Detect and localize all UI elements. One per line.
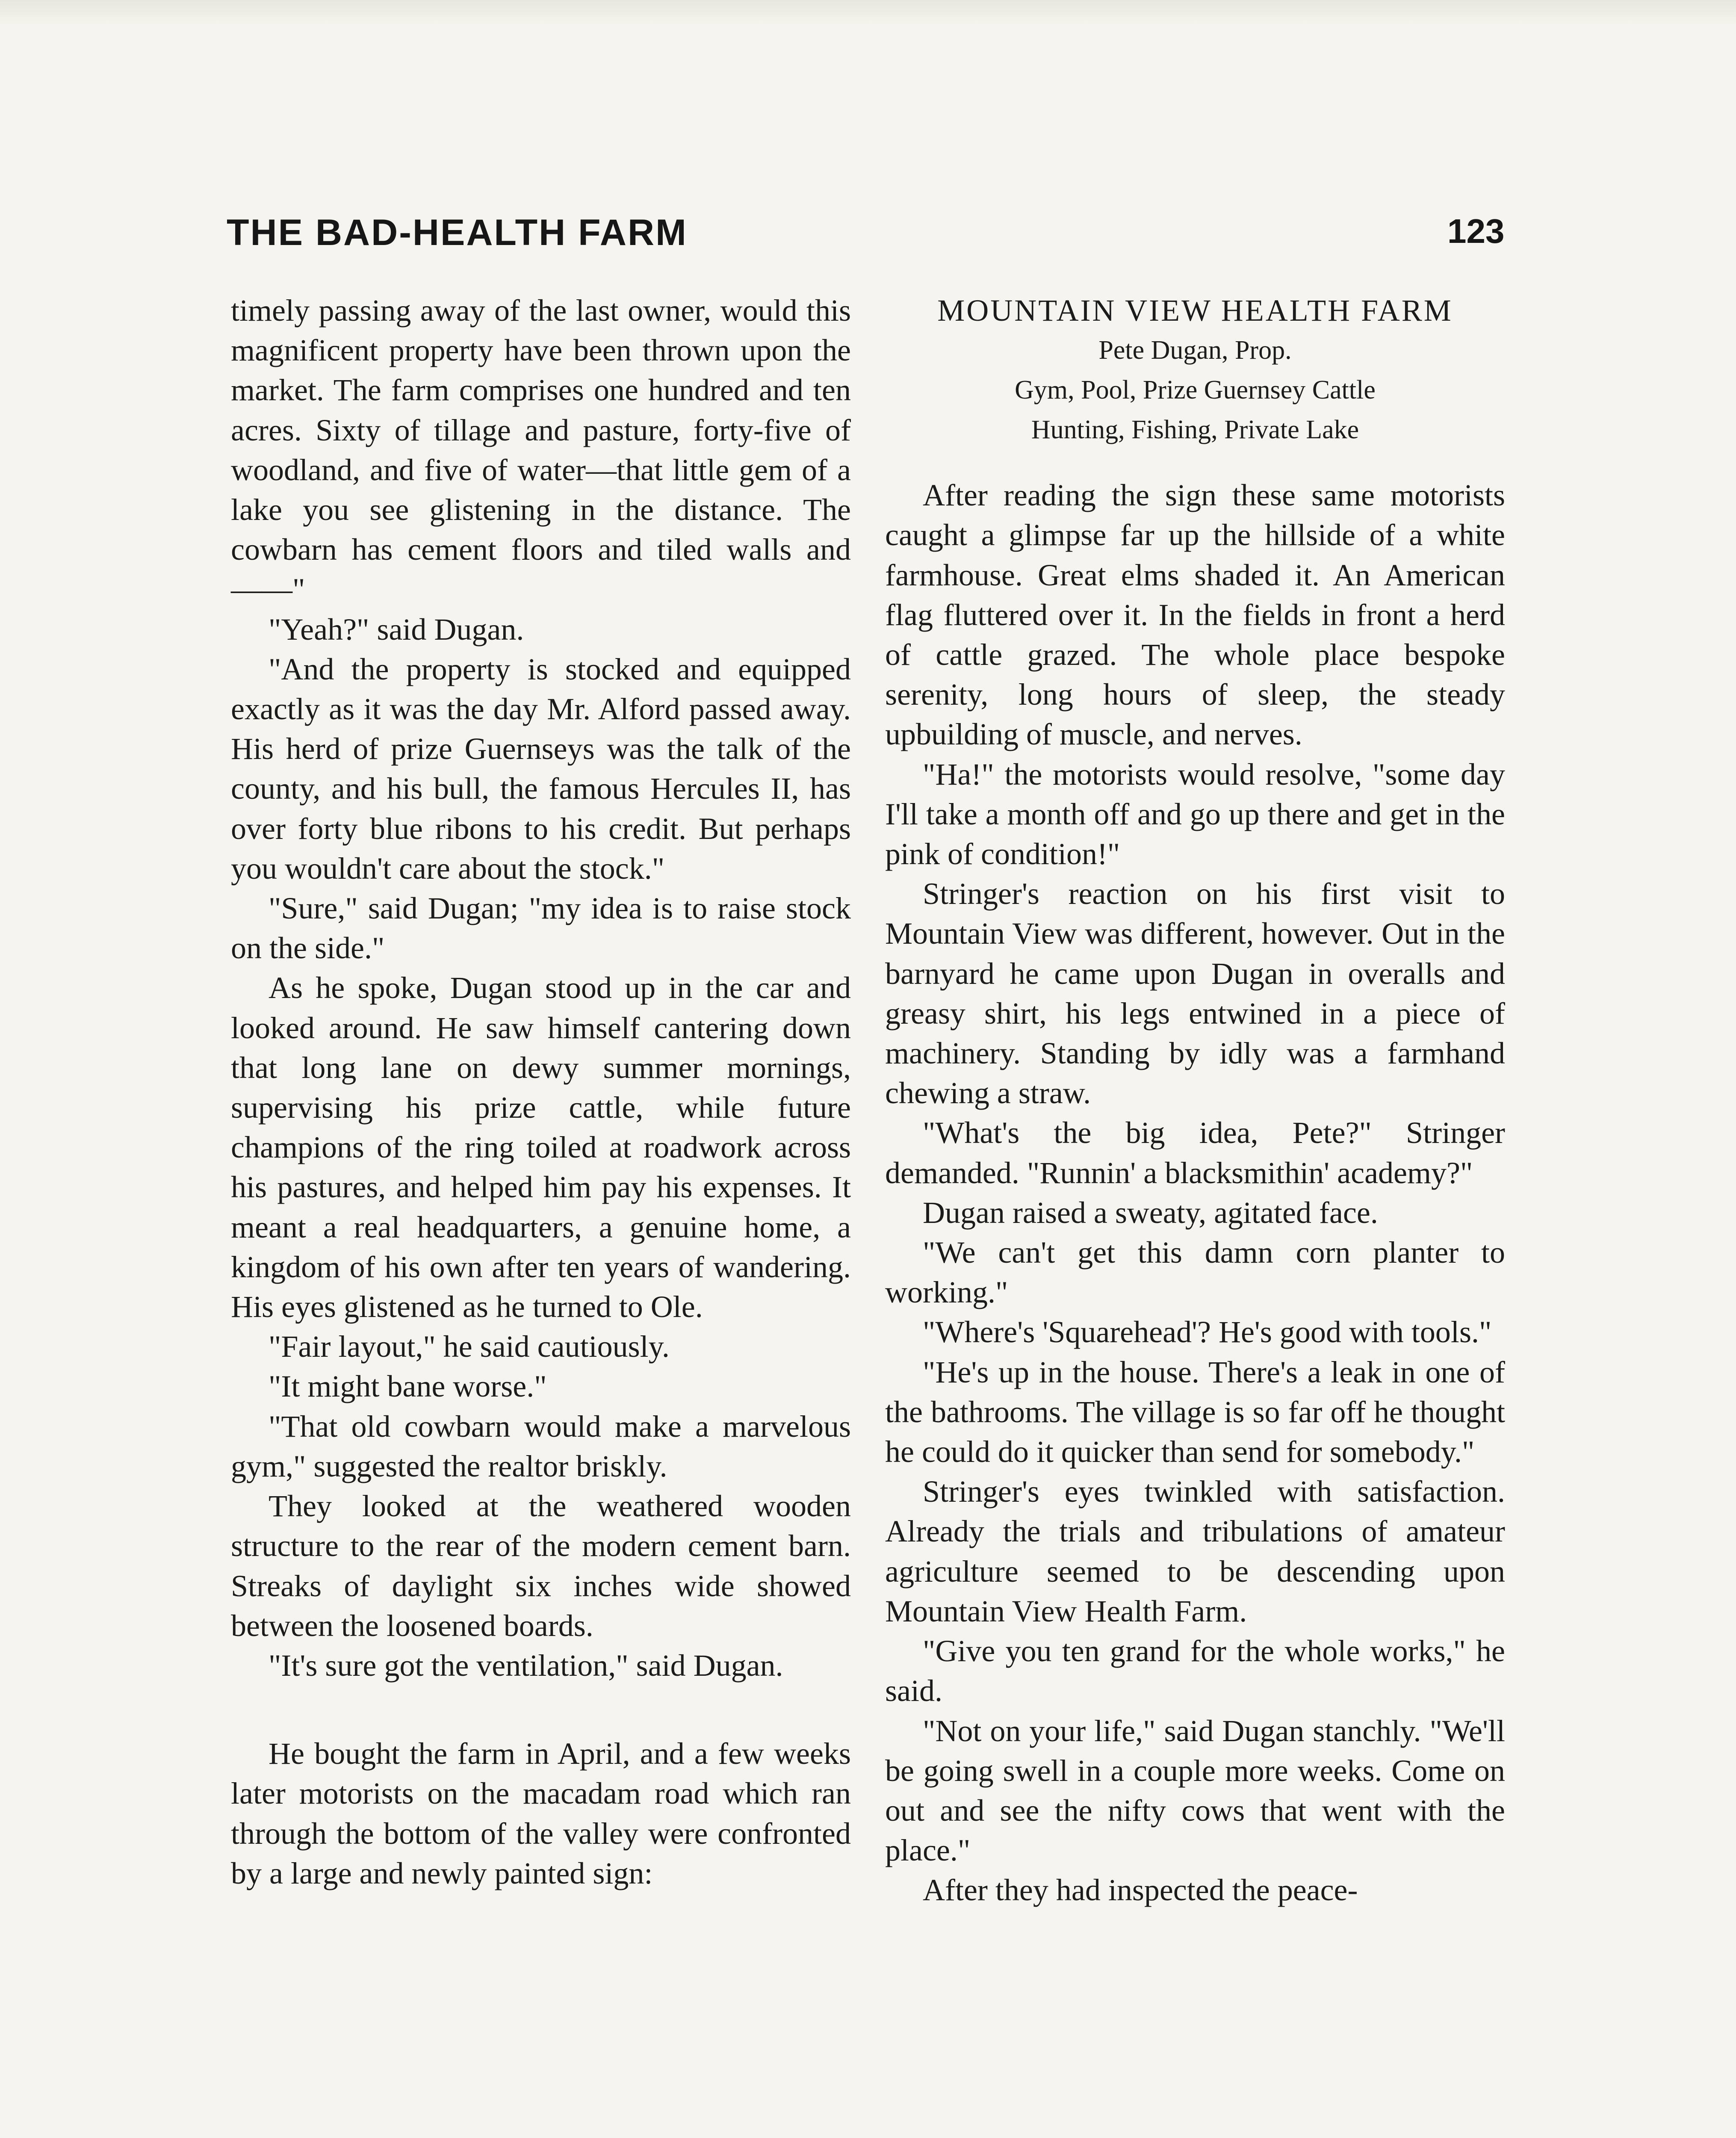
page-top-edge xyxy=(0,0,1736,26)
paragraph: Dugan raised a sweaty, agitated face. xyxy=(923,1195,1378,1230)
paragraph: As he spoke, Dugan stood up in the car and looked around. He saw himself cantering down that long lane on dewy summer mornings, supervising his prize cattle, while future champions of the ring toiled at roadwork across his pastures, and helped him pay his expenses. It meant a real headquarters, a genuine home, a kingdom of his own after ten years of wandering. His eyes glistened as he turned to Ole. xyxy=(231,971,851,1324)
paragraph: "That old cowbarn would make a marvelous gym," suggested the realtor briskly. xyxy=(231,1409,851,1483)
paragraph: After they had inspected the peace- xyxy=(923,1873,1358,1908)
paragraph: Stringer's eyes twinkled with satisfaction. Already the trials and tribulations of amateur agriculture seemed to be descending upon Mountain View Health Farm. xyxy=(885,1474,1505,1628)
paragraph: "Give you ten grand for the whole works," he said. xyxy=(885,1634,1505,1708)
paragraph: "We can't get this damn corn planter to working." xyxy=(885,1235,1505,1310)
paragraph: "Where's 'Squarehead'? He's good with tools." xyxy=(923,1315,1492,1350)
paragraph: After reading the sign these same motorists caught a glimpse far up the hillside of a white farmhouse. Great elms shaded it. An American flag fluttered over it. In the fields in front a herd of cattle grazed. The whole place bespoke serenity, long hours of sleep, the steady upbuilding of muscle, and nerves. xyxy=(885,478,1505,752)
right-column xyxy=(885,291,1505,1911)
paragraph: "He's up in the house. There's a leak in one of the bathrooms. The village is so far off he thought he could do it quicker than send for somebody." xyxy=(885,1355,1505,1469)
sign-text-block xyxy=(885,291,1505,450)
paragraph: "Ha!" the motorists would resolve, "some day I'll take a month off and go up there and get in the pink of condition!" xyxy=(885,757,1505,871)
paragraph: "It might bane worse." xyxy=(269,1369,547,1404)
paragraph: "Sure," said Dugan; "my idea is to raise stock on the side." xyxy=(231,891,851,966)
paragraph: He bought the farm in April, and a few weeks later motorists on the macadam road which ran through the bottom of the valley were confronted by a large and newly painted sign: xyxy=(231,1736,851,1890)
sign-amenities-line: Hunting, Fishing, Private Lake xyxy=(1031,415,1359,445)
paragraph: They looked at the weathered wooden structure to the rear of the modern cement barn. Streaks of daylight six inches wide showed between the loosened boards. xyxy=(231,1489,851,1643)
paragraph: "And the property is stocked and equipped exactly as it was the day Mr. Alford passed away. His herd of prize Guernseys was the talk of the county, and his bull, the famous Hercules II, has over forty blue ribons to his credit. But perhaps you wouldn't care about the stock." xyxy=(231,652,851,886)
paragraph: "Yeah?" said Dugan. xyxy=(269,612,524,647)
sign-title: MOUNTAIN VIEW HEALTH FARM xyxy=(937,293,1453,328)
page-number: 123 xyxy=(1447,212,1505,250)
sign-proprietor: Pete Dugan, Prop. xyxy=(1098,336,1292,365)
left-column xyxy=(231,291,851,1893)
paragraph: timely passing away of the last owner, would this magnificent property have been thrown upon the market. The farm comprises one hundred and ten acres. Sixty of tillage and pasture, forty-five of woodland, and five of water—that little gem of a lake you see glistening in the distance. The cowbarn has cement floors and tiled walls and——" xyxy=(231,293,851,607)
paragraph: Stringer's reaction on his first visit to Mountain View was different, however. Out in the barnyard he came upon Dugan in overalls and greasy shirt, his legs entwined in a piece of machinery. Standing by idly was a farmhand chewing a straw. xyxy=(885,877,1505,1110)
sign-amenities-line: Gym, Pool, Prize Guernsey Cattle xyxy=(1015,375,1376,405)
paragraph: "Fair layout," he said cautiously. xyxy=(269,1329,670,1364)
paragraph: "Not on your life," said Dugan stanchly. "We'll be going swell in a couple more weeks. Come on out and see the nifty cows that went with the place." xyxy=(885,1713,1505,1868)
paragraph: "It's sure got the ventilation," said Dugan. xyxy=(269,1648,783,1683)
paragraph: "What's the big idea, Pete?" Stringer demanded. "Runnin' a blacksmithin' academy?" xyxy=(885,1116,1505,1190)
running-head-title: THE BAD-HEALTH FARM xyxy=(227,212,688,253)
